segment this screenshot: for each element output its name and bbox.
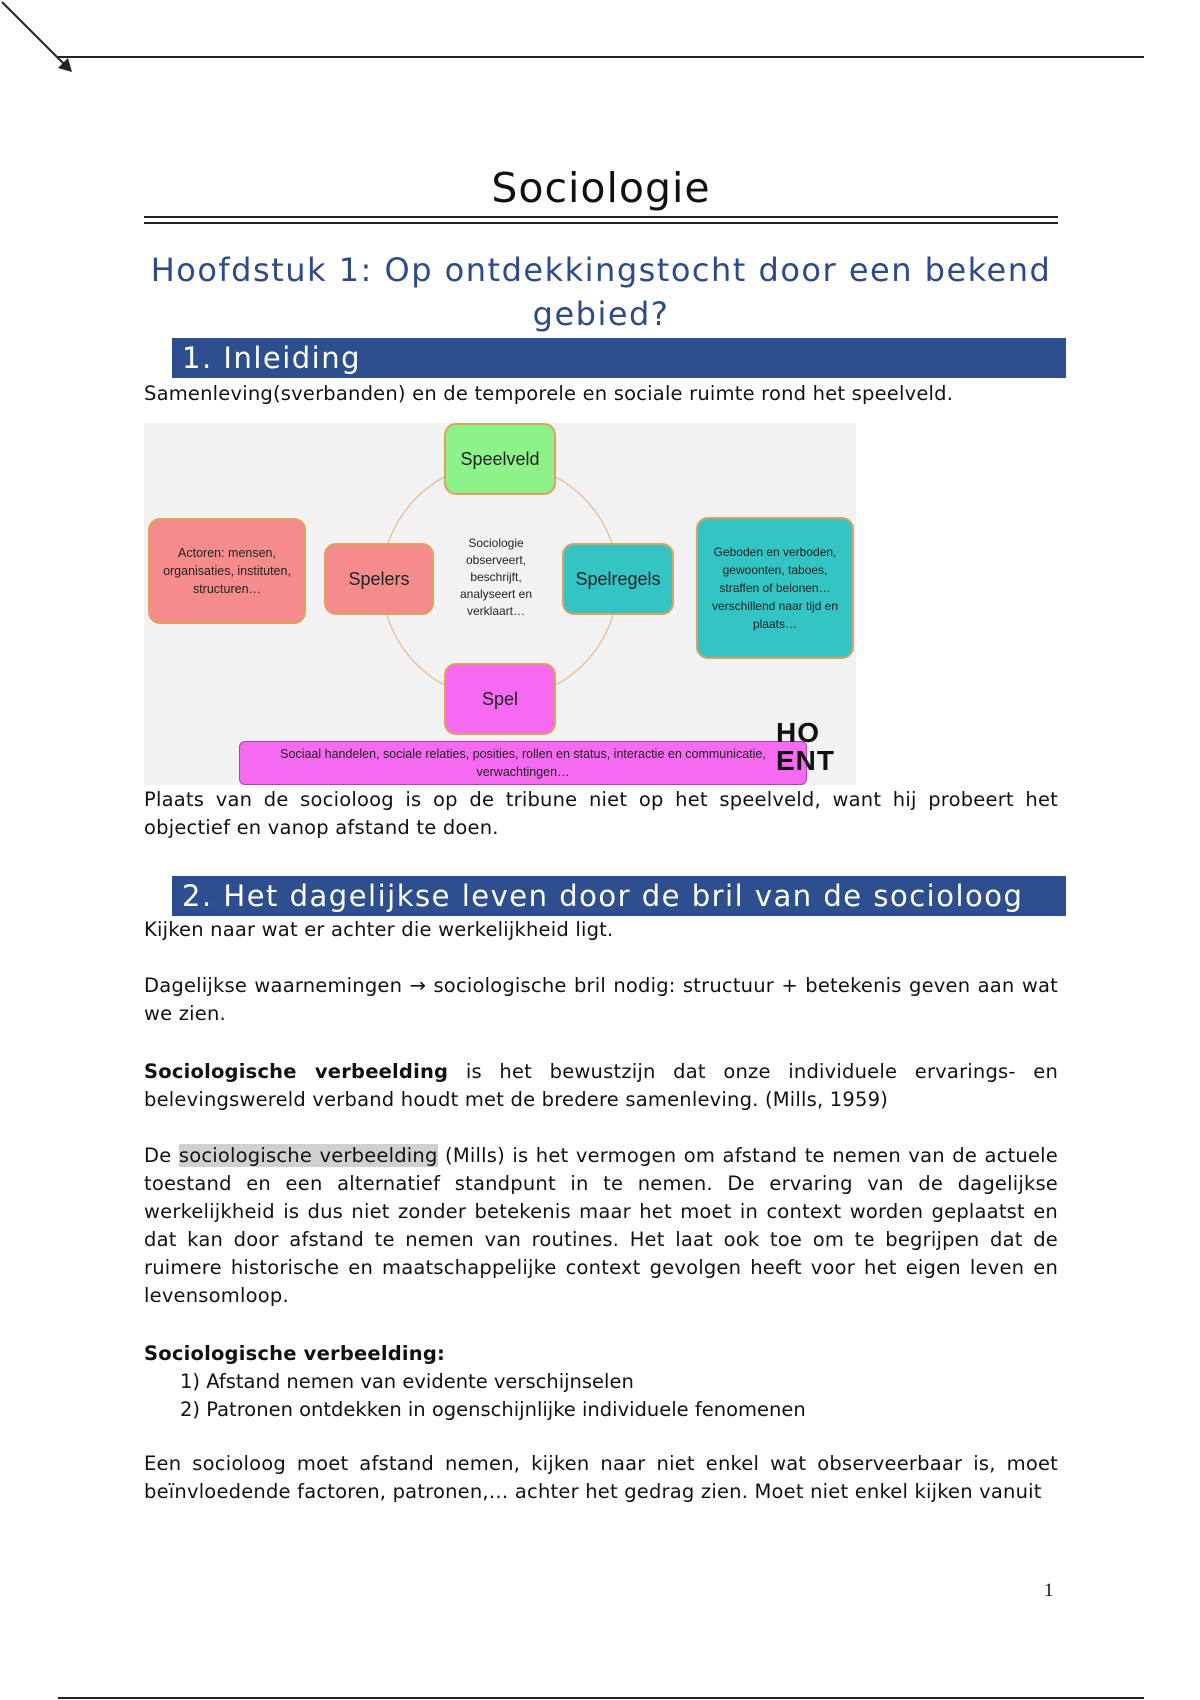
numbered-list — [180, 1368, 806, 1424]
page-number: 1 — [1044, 1580, 1054, 1601]
footer-rule — [58, 1697, 1144, 1699]
section-heading-inleiding: 1. Inleiding — [172, 338, 1066, 378]
paragraph-werkelijkheid: Kijken naar wat er achter die werkelijkheid ligt. — [144, 918, 614, 941]
corner-arrow-icon — [0, 0, 90, 90]
intro-paragraph: Samenleving(sverbanden) en de temporele en sociale ruimte rond het speelveld. — [144, 382, 954, 405]
header-rule — [58, 56, 1144, 58]
diagram-node-spelregels: Spelregels — [562, 543, 674, 615]
list-item: 2) Patronen ontdekken in ogenschijnlijke individuele fenomenen — [180, 1398, 806, 1421]
diagram-node-actoren: Actoren: mensen, organisaties, instituten, structuren… — [148, 518, 306, 624]
list-title: Sociologische verbeelding: — [144, 1342, 445, 1365]
diagram-node-geboden: Geboden en verboden, gewoonten, taboes, straffen of belonen… verschillend naar tijd en plaats… — [696, 517, 854, 659]
paragraph-afstand: Een socioloog moet afstand nemen, kijken naar niet enkel wat observeerbaar is, moet beïnvloedende factoren, patronen,… achter het gedrag zien. Moet niet enkel kijken vanuit — [144, 1452, 1058, 1503]
section-heading-dagelijkse-leven: 2. Het dagelijkse leven door de bril van de socioloog — [172, 876, 1066, 916]
speelveld-diagram — [144, 423, 856, 785]
chapter-title: Hoofdstuk 1: Op ontdekkingstocht door een bekend gebied? — [150, 251, 1052, 333]
term-sociologische-verbeelding: Sociologische verbeelding — [144, 1060, 449, 1083]
diagram-node-sociaal: Sociaal handelen, sociale relaties, posities, rollen en status, interactie en communicatie, verwachtingen… — [239, 741, 807, 785]
paragraph-waarnemingen: Dagelijkse waarnemingen → sociologische bril nodig: structuur + betekenis geven aan wat we zien. — [144, 974, 1058, 1025]
diagram-node-spelers: Spelers — [324, 543, 434, 615]
diagram-node-spel: Spel — [444, 663, 556, 735]
highlighted-term: sociologische verbeelding — [178, 1144, 438, 1167]
tribune-paragraph: Plaats van de socioloog is op de tribune niet op het speelveld, want hij probeert het objectief en vanop afstand te doen. — [144, 788, 1058, 839]
document-title: Sociologie — [491, 164, 711, 212]
diagram-center-text: Sociologie observeert, beschrijft, analyseert en verklaart… — [459, 535, 533, 618]
diagram-node-speelveld: Speelveld — [444, 423, 556, 495]
paragraph-definitie: Sociologische verbeelding is het bewustzijn dat onze individuele ervarings- en belevingswereld verband houdt met de bredere samenleving. (Mills, 1959) — [144, 1060, 1058, 1111]
title-double-rule — [144, 216, 1058, 224]
paragraph-mills: De sociologische verbeelding (Mills) is het vermogen om afstand te nemen van de actuele toestand en een alternatief standpunt in te nemen. De ervaring van de dagelijkse werkelijkheid is dus niet zonder betekenis maar het moet in context worden geplaatst en dat kan door afstand te nemen van routines. Het laat ook toe om te begrijpen dat de ruimere historische en maatschappelijke context gevolgen heeft voor het eigen leven en levensomloop. — [144, 1144, 1059, 1307]
list-item: 1) Afstand nemen van evidente verschijnselen — [180, 1370, 634, 1393]
hogent-logo: HO ENT — [776, 717, 835, 776]
